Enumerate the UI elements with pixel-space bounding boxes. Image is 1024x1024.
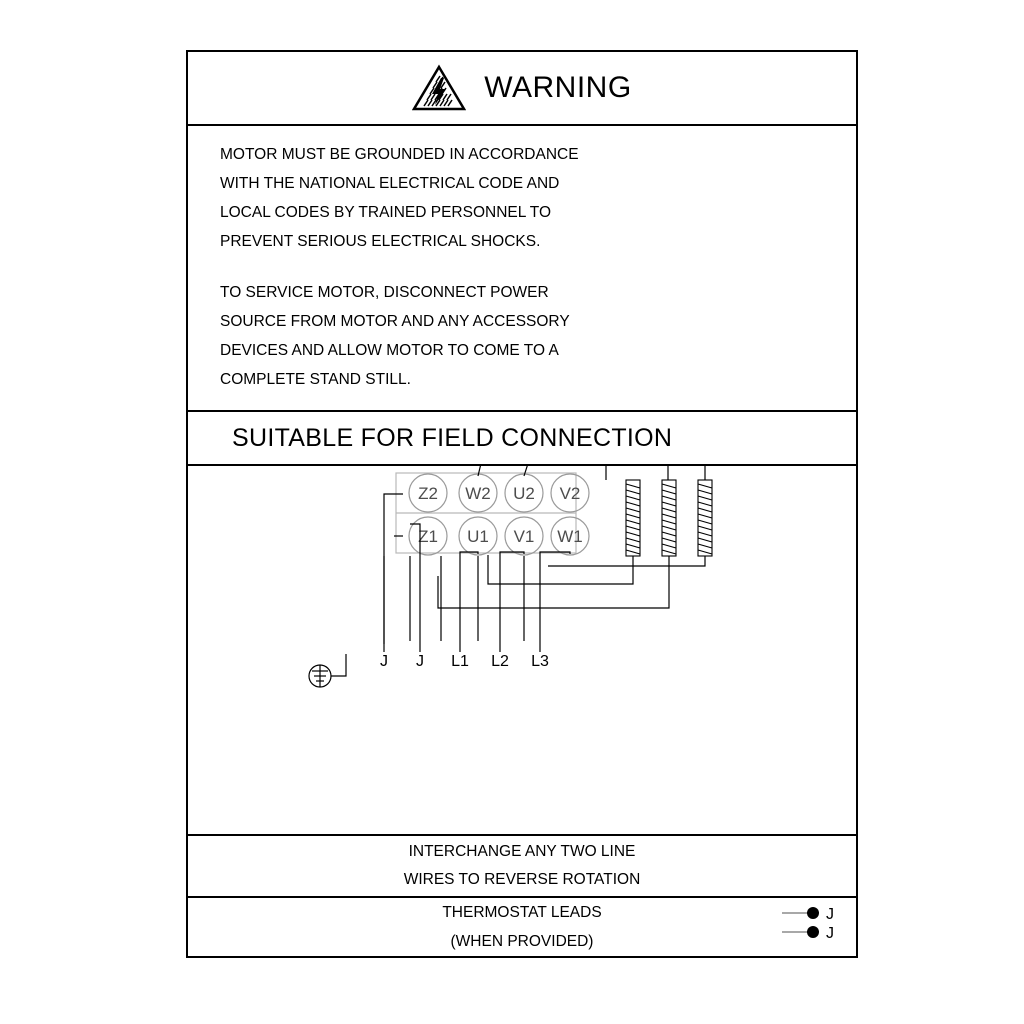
warning-title: WARNING [484,70,632,104]
thermostat-lead-label: J [826,906,834,924]
terminal-label: Z1 [418,527,438,547]
warning-header [188,52,856,126]
warning-body-text [188,126,856,412]
terminal-label: Z2 [418,484,438,504]
lead-label: J [416,653,424,671]
lead-label: J [380,653,388,671]
thermostat-lead-label: J [826,925,834,943]
warning-line: COMPLETE STAND STILL. [220,370,411,388]
rotation-note-line: INTERCHANGE ANY TWO LINE [408,842,636,860]
lead-label: L3 [531,653,549,671]
terminal-label: U1 [467,527,489,547]
high-voltage-warning-triangle-icon [412,64,466,112]
warning-line: WITH THE NATIONAL ELECTRICAL CODE AND [220,174,560,192]
connection-diagram [188,466,856,835]
earth-ground-icon [309,654,346,687]
paragraph-spacer [220,256,856,278]
terminal-label: V1 [513,527,535,547]
warning-line: SOURCE FROM MOTOR AND ANY ACCESSORY [220,312,570,330]
thermostat-note-line: (WHEN PROVIDED) [450,933,594,951]
warning-line: TO SERVICE MOTOR, DISCONNECT POWER [220,283,549,301]
nameplate-panel [186,50,858,958]
lead-label: L1 [451,653,469,671]
warning-line: MOTOR MUST BE GROUNDED IN ACCORDANCE [220,145,579,163]
thermostat-leads-diagram [780,899,846,955]
field-connection-label: SUITABLE FOR FIELD CONNECTION [232,423,673,452]
rotation-note [188,836,856,898]
terminal-label: V2 [559,484,581,504]
thermostat-note [188,898,856,956]
lead-label: L2 [491,653,509,671]
terminal-label: U2 [513,484,535,504]
thermostat-note-line: THERMOSTAT LEADS [442,904,602,922]
terminal-label: W2 [465,484,491,504]
warning-line: DEVICES AND ALLOW MOTOR TO COME TO A [220,341,559,359]
warning-line: PREVENT SERIOUS ELECTRICAL SHOCKS. [220,232,541,250]
warning-line: LOCAL CODES BY TRAINED PERSONNEL TO [220,203,552,221]
terminal-label: W1 [557,527,583,547]
rotation-note-line: WIRES TO REVERSE ROTATION [403,870,641,888]
field-connection-banner [188,412,856,466]
